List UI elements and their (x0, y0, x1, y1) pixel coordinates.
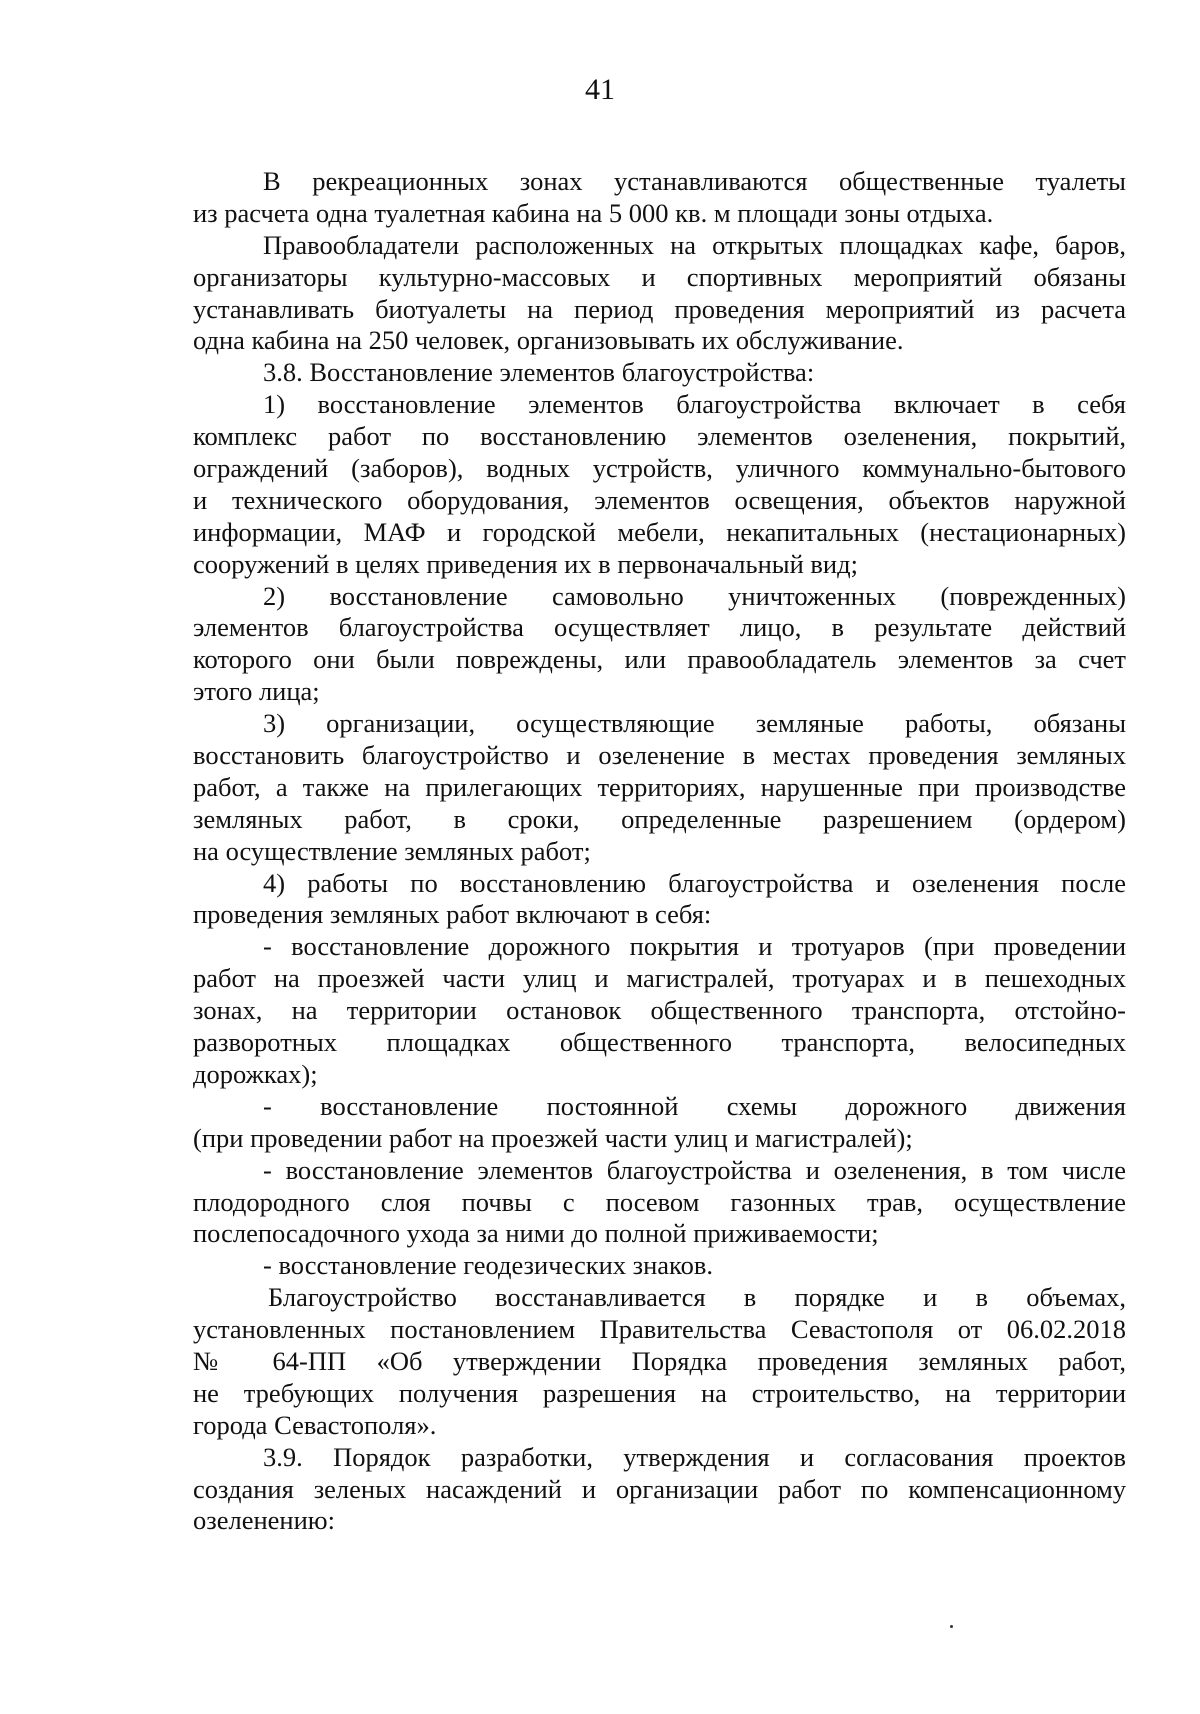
text-line: этого лица; (193, 676, 320, 707)
text-line: на осуществление земляных работ; (193, 835, 591, 866)
text-line: одна кабина на 250 человек, организовывать их обслуживание. (193, 325, 904, 356)
text-line: из расчета одна туалетная кабина на 5 000 кв. м площади зоны отдыха. (193, 197, 994, 228)
text-line: установленных постановлением Правительства Севастополя от 06.02.2018 (193, 1314, 1126, 1345)
text-line: дорожках); (193, 1058, 318, 1089)
text-line: (при проведении работ на проезжей части улиц и магистралей); (193, 1122, 913, 1153)
text-line: 3.9. Порядок разработки, утверждения и согласования проектов (263, 1441, 1126, 1472)
text-line: - восстановление элементов благоустройства и озеленения, в том числе (263, 1154, 1126, 1185)
text-line: организаторы культурно-массовых и спортивных мероприятий обязаны (193, 261, 1126, 292)
text-line: - восстановление постоянной схемы дорожного движения (263, 1090, 1126, 1121)
text-line: № 64-ПП «Об утверждении Порядка проведения земляных работ, (193, 1345, 1126, 1376)
text-line: комплекс работ по восстановлению элементов озеленения, покрытий, (193, 421, 1126, 452)
text-line: элементов благоустройства осуществляет лицо, в результате действий (193, 612, 1126, 643)
text-line: работ на проезжей части улиц и магистралей, тротуарах и в пешеходных (193, 963, 1126, 994)
text-line: работ, а также на прилегающих территориях, нарушенные при производстве (193, 771, 1126, 802)
text-line: 3.8. Восстановление элементов благоустройства: (263, 357, 815, 388)
text-line: - восстановление геодезических знаков. (263, 1250, 713, 1281)
text-line: проведения земляных работ включают в себя: (193, 899, 712, 930)
text-line: послепосадочного ухода за ними до полной приживаемости; (193, 1218, 879, 1249)
text-line: 2) восстановление самовольно уничтоженных (поврежденных) (263, 580, 1126, 611)
text-line: устанавливать биотуалеты на период проведения мероприятий из расчета (193, 293, 1126, 324)
text-line: разворотных площадках общественного транспорта, велосипедных (193, 1027, 1126, 1058)
body-text (193, 166, 1126, 1537)
text-line: Правообладатели расположенных на открытых площадках кафе, баров, (263, 229, 1126, 260)
text-line: информации, МАФ и городской мебели, некапитальных (нестационарных) (193, 516, 1126, 547)
text-line: ограждений (заборов), водных устройств, уличного коммунально-бытового (193, 453, 1126, 484)
text-line: города Севастополя». (193, 1409, 437, 1440)
text-line: и технического оборудования, элементов освещения, объектов наружной (193, 484, 1126, 515)
text-line: зонах, на территории остановок общественного транспорта, отстойно- (193, 995, 1126, 1026)
text-line: 4) работы по восстановлению благоустройства и озеленения после (263, 867, 1126, 898)
text-line: 1) восстановление элементов благоустройства включает в себя (263, 389, 1126, 420)
text-line: не требующих получения разрешения на строительство, на территории (193, 1377, 1126, 1408)
text-line: Благоустройство восстанавливается в порядке и в объемах, (268, 1282, 1126, 1313)
text-line: В рекреационных зонах устанавливаются общественные туалеты (263, 166, 1126, 196)
text-line: восстановить благоустройство и озеленение в местах проведения земляных (193, 740, 1126, 771)
text-line: сооружений в целях приведения их в первоначальный вид; (193, 548, 858, 579)
text-line: 3) организации, осуществляющие земляные работы, обязаны (263, 708, 1126, 739)
page-number: 41 (585, 73, 615, 106)
text-line: - восстановление дорожного покрытия и тротуаров (при проведении (263, 931, 1126, 962)
scan-speck (950, 1625, 953, 1628)
text-line: плодородного слоя почвы с посевом газонных трав, осуществление (193, 1186, 1126, 1217)
text-line: создания зеленых насаждений и организации работ по компенсационному (193, 1473, 1126, 1504)
text-line: озеленению: (193, 1505, 335, 1536)
text-line: земляных работ, в сроки, определенные разрешением (ордером) (193, 803, 1126, 834)
text-line: которого они были повреждены, или правообладатель элементов за счет (193, 644, 1126, 675)
